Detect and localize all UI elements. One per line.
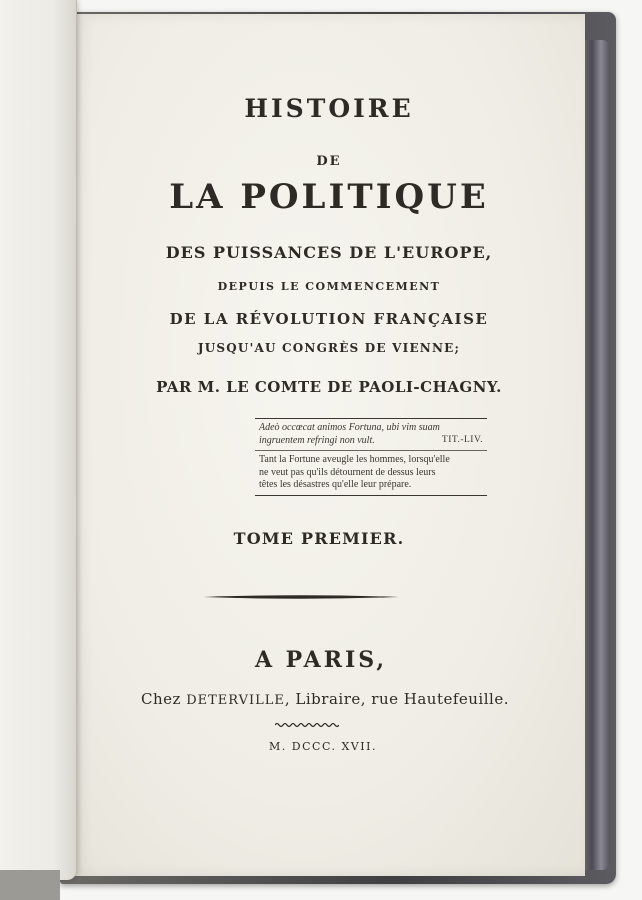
title-line-politique: LA POLITIQUE bbox=[169, 177, 489, 217]
volume-label: TOME PREMIER. bbox=[233, 529, 405, 548]
swelled-rule-divider bbox=[203, 594, 399, 600]
epigraph-french-line3: têtes les désastres qu'elle leur prépare. bbox=[259, 479, 412, 490]
epigraph-block bbox=[255, 418, 487, 496]
epigraph-latin bbox=[255, 419, 487, 447]
epigraph-latin-line1: Adeò occœcat animos Fortuna, ubi vim suam bbox=[259, 422, 440, 433]
imprint-publisher bbox=[69, 690, 581, 708]
title-page-content bbox=[73, 14, 585, 876]
title-page bbox=[72, 14, 585, 876]
epigraph-french bbox=[255, 454, 487, 495]
imprint-publisher-post: , Libraire, rue Hautefeuille. bbox=[284, 690, 509, 708]
author-line: PAR M. LE COMTE DE PAOLI-CHAGNY. bbox=[156, 378, 502, 396]
title-line-de: DE bbox=[316, 154, 342, 169]
imprint-publisher-name: DETERVILLE bbox=[186, 693, 285, 708]
imprint-date: M. DCCC. XVII. bbox=[269, 740, 377, 753]
table-surface-shadow bbox=[0, 870, 60, 900]
epigraph-french-line1: Tant la Fortune aveugle les hommes, lorsqu'elle bbox=[259, 454, 450, 465]
subtitle-revolution: DE LA RÉVOLUTION FRANÇAISE bbox=[169, 310, 489, 328]
epigraph-bottom-rule bbox=[255, 495, 487, 496]
imprint-city: A PARIS, bbox=[254, 647, 388, 673]
epigraph-french-line2: ne veut pas qu'ils détournent de dessus leurs bbox=[259, 466, 436, 478]
ornamental-dotted-rule bbox=[275, 722, 339, 728]
epigraph-latin-row2 bbox=[259, 434, 483, 447]
epigraph-middle-rule bbox=[255, 450, 487, 451]
left-flyleaf-page bbox=[0, 0, 77, 880]
subtitle-congres: JUSQU'AU CONGRÈS DE VIENNE; bbox=[197, 341, 461, 355]
subtitle-depuis: DEPUIS LE COMMENCEMENT bbox=[217, 280, 441, 293]
subtitle-puissances: DES PUISSANCES DE L'EUROPE, bbox=[165, 243, 493, 262]
imprint-publisher-pre: Chez bbox=[141, 690, 181, 708]
title-line-histoire: HISTOIRE bbox=[244, 94, 414, 123]
epigraph-latin-line2: ingruentem refringi non vult. bbox=[259, 435, 375, 446]
epigraph-attribution: TIT.-LIV. bbox=[441, 435, 483, 445]
